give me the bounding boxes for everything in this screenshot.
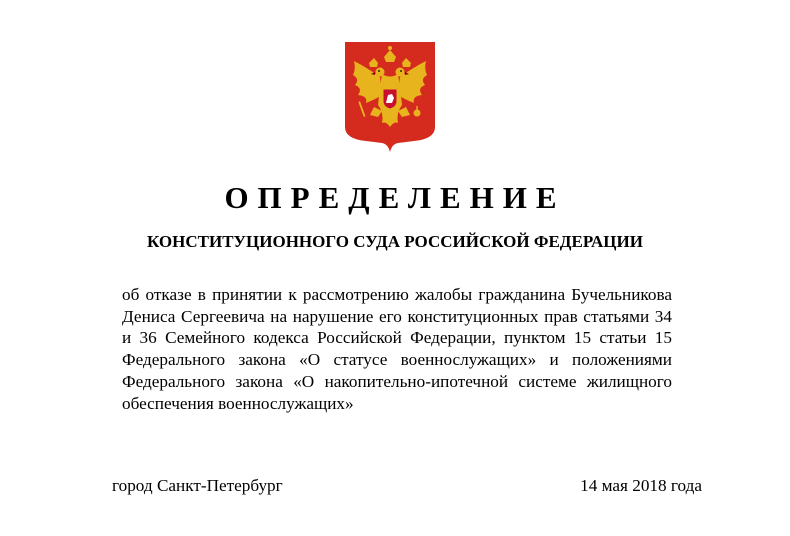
court-name: КОНСТИТУЦИОННОГО СУДА РОССИЙСКОЙ ФЕДЕРАЦИИ	[147, 232, 643, 251]
document-title: ОПРЕДЕЛЕНИЕ	[224, 180, 566, 215]
date: 14 мая 2018 года	[580, 476, 702, 495]
russian-coat-of-arms-icon	[344, 41, 436, 153]
document-footer	[112, 475, 702, 497]
city: город Санкт-Петербург	[112, 476, 283, 495]
document-subject: об отказе в принятии к рассмотрению жалобы гражданина Бучельникова Дениса Сергеевича на нарушение его конституционных прав статьями 34 и 36 Семейного кодекса Российской Федерации, пунктом 15 статьи 15 Федерального закона «О статусе военнослужащих» и положениями Федерального закона «О накопительно-ипотечной системе жилищного обеспечения военнослужащих»	[122, 285, 672, 413]
